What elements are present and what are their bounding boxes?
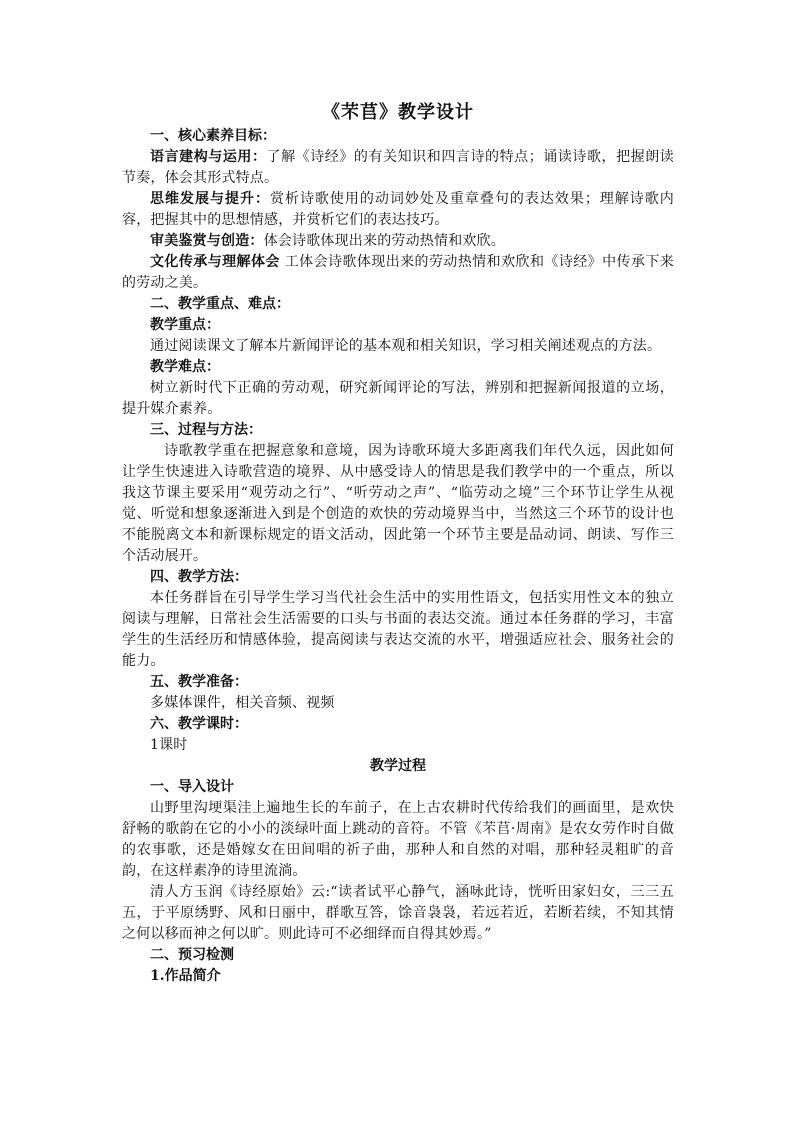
section2-heading: 二、教学重点、难点： [150,296,290,312]
section5-text: 多媒体课件，相关音频、视频 [150,695,335,711]
goal-culture-text: 工体会诗歌体现出来的劳动热情和欢欣和《诗经》中传承下来的劳动之美。 [122,254,674,291]
process-title: 教学过程 [370,758,426,774]
section1-heading: 一、核心素养目标： [150,128,276,144]
goal-culture-label: 文化传承与理解体会 [150,254,280,270]
goal-language-label: 语言建构与运用： [150,149,267,165]
document-title: 《芣苢》教学设计 [322,102,474,123]
goal-thinking-text: 赏析诗歌使用的动词妙处及重章叠句的表达效果；理解诗歌内容，把握其中的思想情感，并赏析它们的表达技巧。 [122,191,674,228]
goal-aesthetic-text: 体会诗歌体现出来的劳动热情和欢欣。 [263,233,506,249]
goal-thinking [122,189,674,231]
section3-text: 诗歌教学重在把握意象和意境，因为诗歌环境大多距离我们年代久远，因此如何让学生快速进入诗歌营造的境界、从中感受诗人的情思是我们教学中的一个重点，所以我这节课主要采用“观劳动之行”、“听劳动之声”、“临劳动之境”三个环节让学生从视觉、听觉和想象逐渐进入到是个创造的欢快的劳动境界当中，当然这三个环节的设计也不能脱离文本和新课标规定的语文活动，因此第一个环节主要是品动词、朗读、写作三个活动展开。 [122,443,674,564]
goal-culture [122,252,674,294]
goal-aesthetic-label: 审美鉴赏与创造： [150,233,264,249]
goal-language-text: 了解《诗经》的有关知识和四言诗的特点；诵读诗歌，把握朗读节奏，体会其形式特点。 [122,149,674,186]
difficulty-text: 树立新时代下正确的劳动观，研究新闻评论的写法，辨别和把握新闻报道的立场，提升媒介素养。 [122,380,674,417]
difficulty-label: 教学难点： [150,359,220,375]
section4-heading: 四、教学方法： [150,569,248,585]
section6-heading: 六、教学课时： [150,716,248,732]
goal-aesthetic [122,231,674,252]
section4-text: 本任务群旨在引导学生学习当代社会生活中的实用性语文，包括实用性文本的独立阅读与理解，日常社会生活需要的口头与书面的表达交流。通过本任务群的学习，丰富学生的生活经历和情感体验，提高阅读与表达交流的水平，增强适应社会、服务社会的能力。 [122,590,674,669]
section3-heading: 三、过程与方法： [150,422,262,438]
focus-text: 通过阅读课文了解本片新闻评论的基本观和相关知识，学习相关阐述观点的方法。 [150,338,662,354]
section6-text: 1课时 [150,737,188,753]
focus-label: 教学重点： [150,317,220,333]
part1-heading: 一、导入设计 [150,779,234,795]
document-body [122,100,674,987]
part2-subheading: 1.作品简介 [150,968,221,984]
section5-heading: 五、教学准备： [150,674,248,690]
goal-thinking-label: 思维发展与提升： [150,191,270,207]
goal-language [122,147,674,189]
part2-heading: 二、预习检测 [150,947,234,963]
part1-paragraph-1: 山野里沟埂渠洼上遍地生长的车前子，在上古农耕时代传给我们的画面里，是欢快舒畅的歌韵在它的小小的淡绿叶面上跳动的音符。不管《芣苢·周南》是农女劳作时自做的农事歌，还是婚嫁女在田间唱的祈子曲，那种人和自然的对唱，那种轻灵粗旷的音韵，在这样素净的诗里流淌。 [122,800,674,879]
part1-paragraph-2: 清人方玉润《诗经原始》云:“读者试平心静气，涵咏此诗，恍听田家妇女，三三五五，于平原绣野、风和日丽中，群歌互答，馀音袅袅，若远若近，若断若续，不知其情之何以移而神之何以旷。则此诗可不必细绎而自得其妙焉。” [122,884,674,942]
